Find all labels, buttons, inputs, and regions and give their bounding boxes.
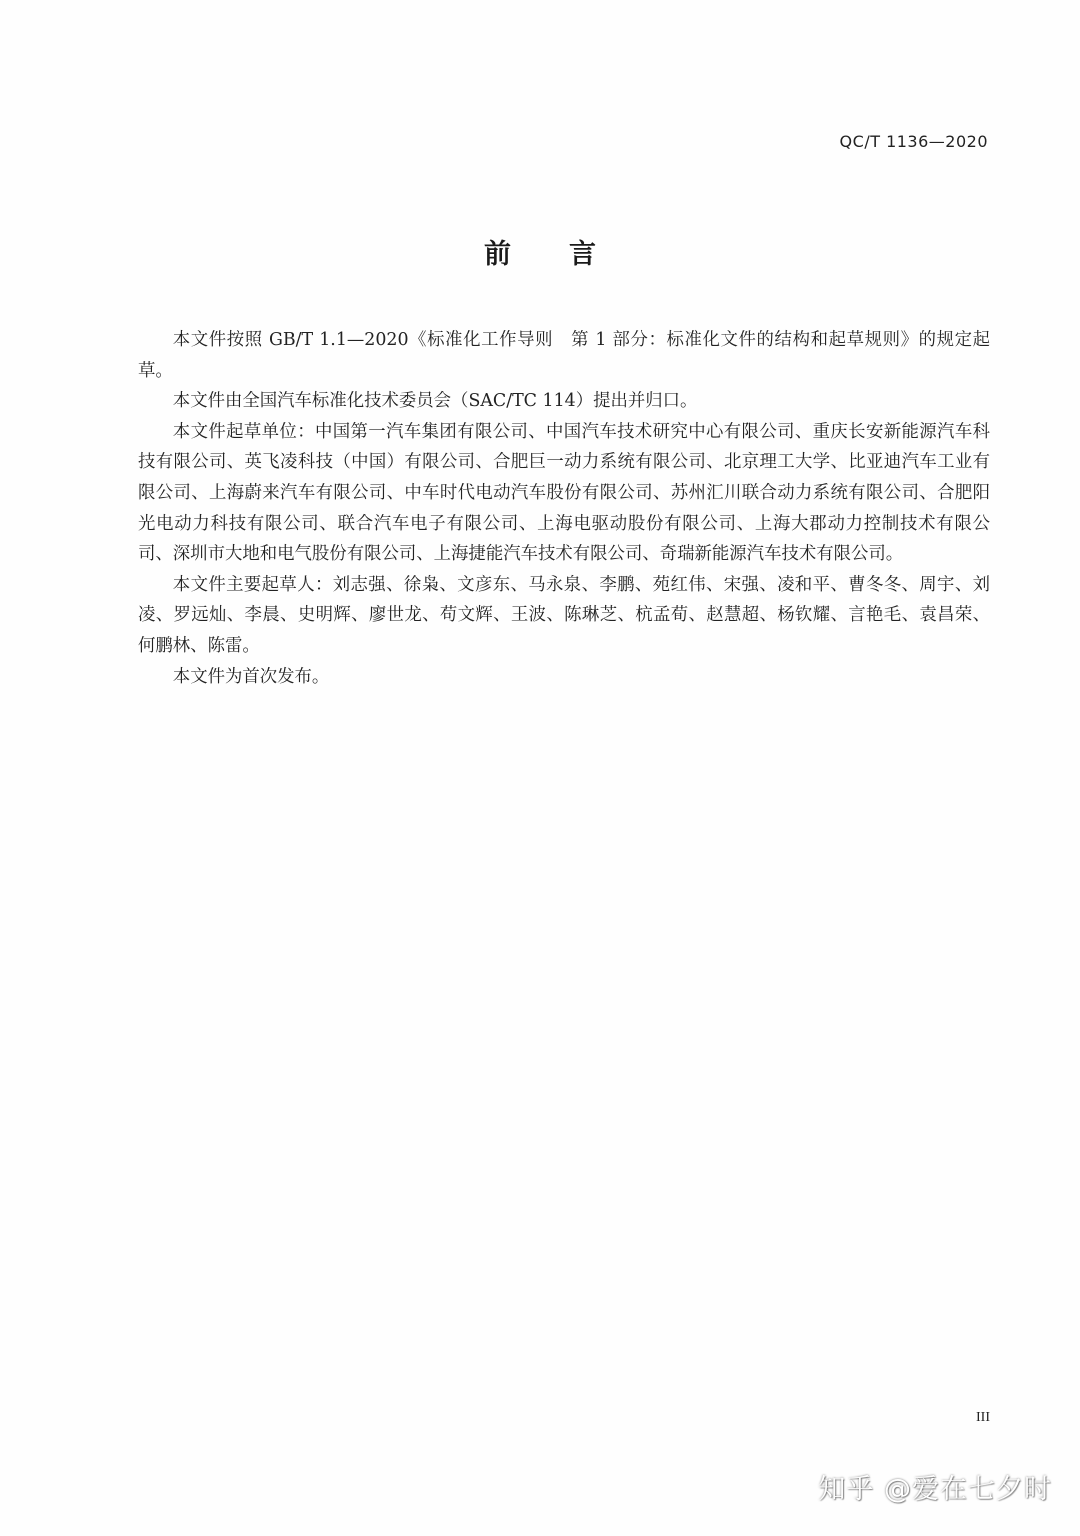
paragraph-proposer: 本文件由全国汽车标准化技术委员会（SAC/TC 114）提出并归口。 (172, 391, 698, 412)
document-code: QC/T 1136—2020 (839, 132, 988, 151)
page-title: 前言 (484, 239, 654, 270)
paragraph-drafting-basis: 本文件按照 GB/T 1.1—2020《标准化工作导则 第 1 部分：标准化文件的结构和起草规则》的规定起草。 (138, 330, 990, 381)
page-number: III (976, 1410, 990, 1425)
paragraph-main-drafters: 本文件主要起草人：刘志强、徐枭、文彦东、马永泉、李鹏、苑红伟、宋强、凌和平、曹冬冬、周宇、刘凌、罗远灿、李晨、史明辉、廖世龙、苟文辉、王波、陈琳芝、杭孟荀、赵慧超、杨钦耀、言艳毛、袁昌荣、何鹏林、陈雷。 (138, 574, 990, 656)
paragraph-drafting-units: 本文件起草单位：中国第一汽车集团有限公司、中国汽车技术研究中心有限公司、重庆长安新能源汽车科技有限公司、英飞凌科技（中国）有限公司、合肥巨一动力系统有限公司、北京理工大学、比亚迪汽车工业有限公司、上海蔚来汽车有限公司、中车时代电动汽车股份有限公司、苏州汇川联合动力系统有限公司、合肥阳光电动力科技有限公司、联合汽车电子有限公司、上海电驱动股份有限公司、上海大郡动力控制技术有限公司、深圳市大地和电气股份有限公司、上海捷能汽车技术有限公司、奇瑞新能源汽车技术有限公司。 (138, 421, 990, 565)
watermark: 知乎 @爱在七夕时 (818, 1474, 1052, 1505)
paragraph-first-release: 本文件为首次发布。 (172, 666, 330, 687)
foreword-body (138, 325, 990, 692)
